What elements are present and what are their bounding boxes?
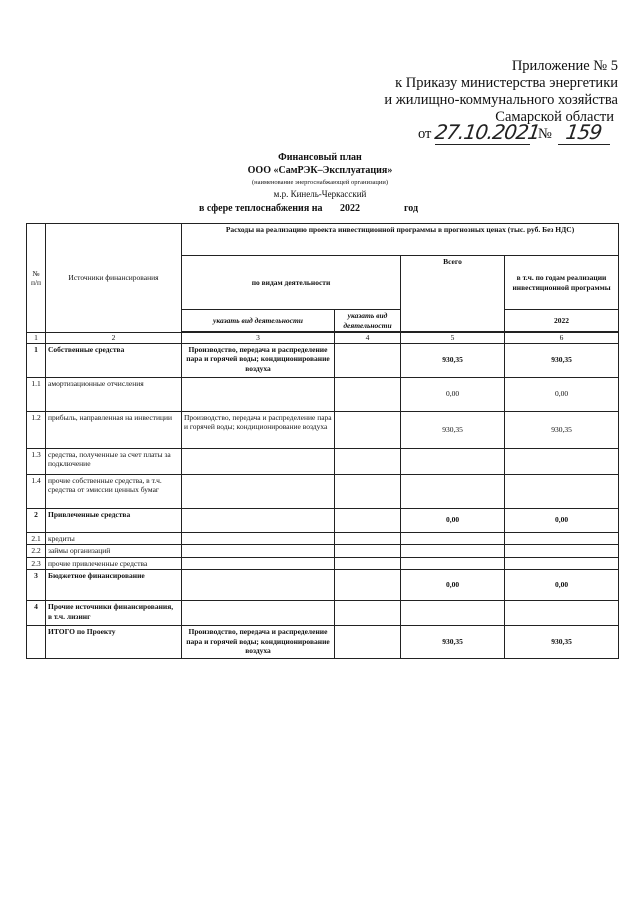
activity-cell xyxy=(182,508,335,532)
activity-cell xyxy=(182,601,335,626)
activity2-cell xyxy=(335,532,401,545)
source-cell: прибыль, направленная на инвестиции xyxy=(46,411,182,448)
total-cell: 0,00 xyxy=(401,570,505,601)
header-year: 2022 xyxy=(505,310,619,332)
row-number: 1.1 xyxy=(27,377,46,411)
source-cell: Бюджетное финансирование xyxy=(46,570,182,601)
activity2-cell xyxy=(335,570,401,601)
table-row xyxy=(27,601,619,626)
year-value-cell: 930,35 xyxy=(505,411,619,448)
row-number: 3 xyxy=(27,570,46,601)
table-row xyxy=(27,448,619,474)
col-number: 6 xyxy=(505,333,619,344)
source-cell: Привлеченные средства xyxy=(46,508,182,532)
header-expenses: Расходы на реализацию проекта инвестиционной программы в прогнозных ценах (тыс. руб. Без НДС) xyxy=(182,224,619,256)
activity2-cell xyxy=(335,626,401,659)
year-value-cell xyxy=(505,545,619,558)
header-by-years: в т.ч. по годам реализации инвестиционной программы xyxy=(505,256,619,310)
district-name: м.р. Кинель-Черкасский xyxy=(273,189,367,199)
year-value-cell: 930,35 xyxy=(505,343,619,377)
source-cell: кредиты xyxy=(46,532,182,545)
total-cell: 930,35 xyxy=(401,343,505,377)
financial-plan-table xyxy=(26,223,619,659)
header-activity-b: указать вид деятельности xyxy=(335,310,401,332)
activity-cell xyxy=(182,557,335,570)
activity-cell xyxy=(182,532,335,545)
header-by-activity: по видам деятельности xyxy=(182,256,401,310)
appendix-block xyxy=(318,58,618,126)
total-cell: 0,00 xyxy=(401,508,505,532)
appendix-line-2: к Приказу министерства энергетики xyxy=(395,75,618,91)
source-cell: займы организаций xyxy=(46,545,182,558)
row-number: 1 xyxy=(27,343,46,377)
col-number: 3 xyxy=(182,333,335,344)
sphere-label: в сфере теплоснабжения на xyxy=(199,203,323,214)
organization-caption: (наименование энергоснабжающей организации) xyxy=(251,179,389,186)
source-cell: ИТОГО по Проекту xyxy=(46,626,182,659)
year-value-cell: 930,35 xyxy=(505,626,619,659)
column-number-row xyxy=(27,333,619,344)
activity-cell: Производство, передача и распределение пара и горячей воды; кондиционирование воздуха xyxy=(182,626,335,659)
source-cell: амортизационные отчисления xyxy=(46,377,182,411)
activity-cell xyxy=(182,448,335,474)
year-value-cell: 0,00 xyxy=(505,377,619,411)
table-row xyxy=(27,532,619,545)
row-number: 1.2 xyxy=(27,411,46,448)
year-value-cell xyxy=(505,448,619,474)
date-prefix: от xyxy=(418,126,432,142)
table-row xyxy=(27,557,619,570)
activity-cell xyxy=(182,474,335,508)
year-value-cell xyxy=(505,601,619,626)
table-row xyxy=(27,508,619,532)
number-prefix: № xyxy=(538,126,552,142)
total-cell xyxy=(401,557,505,570)
table-row xyxy=(27,474,619,508)
year-value-cell xyxy=(505,532,619,545)
row-number: 2.2 xyxy=(27,545,46,558)
row-number: 4 xyxy=(27,601,46,626)
source-cell: Прочие источники финансирования, в т.ч. лизинг xyxy=(46,601,182,626)
activity-cell xyxy=(182,570,335,601)
col-number: 5 xyxy=(401,333,505,344)
header-activity-a: указать вид деятельности xyxy=(182,310,335,332)
order-date-line xyxy=(418,120,618,144)
activity-cell: Производство, передача и распределение пара и горячей воды; кондиционирование воздуха xyxy=(182,411,335,448)
year-value-cell xyxy=(505,557,619,570)
row-number: 2.3 xyxy=(27,557,46,570)
activity2-cell xyxy=(335,411,401,448)
header-num: № п/п xyxy=(27,224,46,333)
activity2-cell xyxy=(335,557,401,570)
year-value-cell: 0,00 xyxy=(505,508,619,532)
activity2-cell xyxy=(335,474,401,508)
total-cell xyxy=(401,601,505,626)
order-date-handwritten: 27.10.2021 xyxy=(433,120,542,144)
total-cell xyxy=(401,474,505,508)
plan-year: 2022 xyxy=(340,203,360,214)
activity-cell xyxy=(182,377,335,411)
activity2-cell xyxy=(335,545,401,558)
source-cell: прочие привлеченные средства xyxy=(46,557,182,570)
row-number: 2 xyxy=(27,508,46,532)
row-number: 1.3 xyxy=(27,448,46,474)
header-total: Всего xyxy=(401,256,505,332)
table-row xyxy=(27,570,619,601)
table-row xyxy=(27,626,619,659)
plan-title: Финансовый план xyxy=(278,152,362,163)
col-number: 2 xyxy=(46,333,182,344)
total-cell: 930,35 xyxy=(401,626,505,659)
year-value-cell xyxy=(505,474,619,508)
activity2-cell xyxy=(335,448,401,474)
year-suffix: год xyxy=(404,203,419,214)
order-number-handwritten: 159 xyxy=(558,120,610,145)
source-cell: Собственные средства xyxy=(46,343,182,377)
total-cell xyxy=(401,448,505,474)
appendix-line-1: Приложение № 5 xyxy=(511,58,618,74)
appendix-line-3: и жилищно-коммунального хозяйства xyxy=(384,92,618,108)
header-sources: Источники финансирования xyxy=(46,224,182,333)
col-number: 4 xyxy=(335,333,401,344)
table-row xyxy=(27,343,619,377)
source-cell: средства, полученные за счет платы за подключение xyxy=(46,448,182,474)
col-number: 1 xyxy=(27,333,46,344)
total-cell: 930,35 xyxy=(401,411,505,448)
table-row xyxy=(27,377,619,411)
activity-cell xyxy=(182,545,335,558)
activity2-cell xyxy=(335,343,401,377)
row-number xyxy=(27,626,46,659)
appendix-line-4: Самарской области xyxy=(495,109,614,125)
row-number: 2.1 xyxy=(27,532,46,545)
activity2-cell xyxy=(335,377,401,411)
table-row xyxy=(27,545,619,558)
source-cell: прочие собственные средства, в т.ч. средства от эмиссии ценных бумаг xyxy=(46,474,182,508)
activity2-cell xyxy=(335,601,401,626)
total-cell xyxy=(401,545,505,558)
total-cell xyxy=(401,532,505,545)
row-number: 1.4 xyxy=(27,474,46,508)
activity-cell: Производство, передача и распределение пара и горячей воды; кондиционирование воздуха xyxy=(182,343,335,377)
table-row xyxy=(27,411,619,448)
activity2-cell xyxy=(335,508,401,532)
year-value-cell: 0,00 xyxy=(505,570,619,601)
total-cell: 0,00 xyxy=(401,377,505,411)
organization-name: ООО «СамРЭК–Эксплуатация» xyxy=(247,165,393,176)
